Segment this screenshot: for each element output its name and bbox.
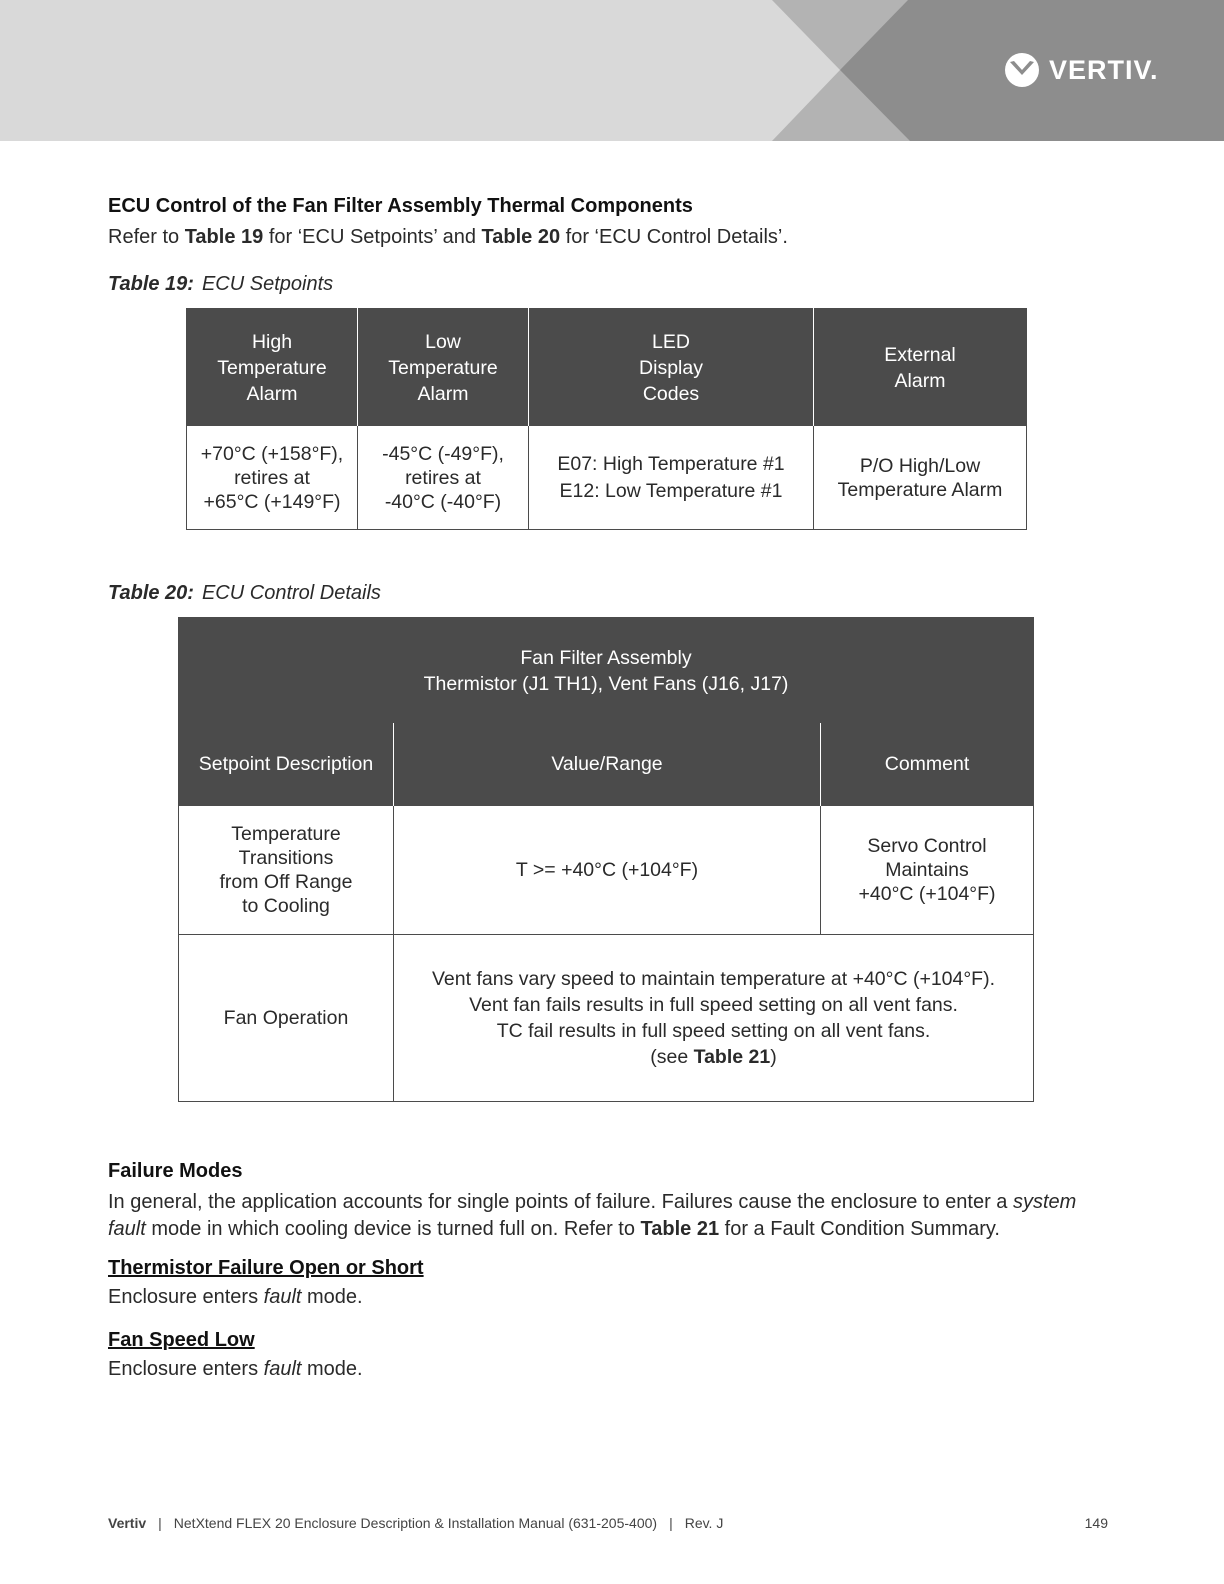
body-text: Enclosure enters — [108, 1358, 264, 1380]
header-line: Alarm — [417, 382, 469, 405]
cell-line: +40°C (+104°F) — [858, 883, 996, 905]
header-fan-filter-assembly — [179, 618, 1034, 724]
body-text-italic: fault — [263, 1286, 302, 1308]
header-line: Codes — [642, 382, 700, 405]
cell-line: Temperature Alarm — [837, 478, 1003, 501]
header-line: Fan Filter Assembly — [520, 646, 692, 669]
cell-line: TC fail results in full speed setting on all vent fans. — [496, 1020, 931, 1042]
caption-title: ECU Control Details — [201, 582, 381, 604]
table19-caption — [108, 273, 1118, 296]
cell-description: Fan Operation — [179, 935, 394, 1102]
cell-line: to Cooling — [242, 895, 330, 917]
header-line: High — [251, 330, 293, 353]
table-title-row — [179, 618, 1034, 724]
cell-line: Transitions — [238, 847, 334, 869]
cell-external-alarm — [814, 426, 1027, 530]
table20-caption — [108, 582, 1118, 605]
header-line: Display — [639, 356, 703, 379]
intro-text: for ‘ECU Setpoints’ and — [263, 226, 482, 248]
cell-value-range: T >= +40°C (+104°F) — [394, 806, 821, 935]
cell-led-codes — [529, 426, 814, 530]
ecu-control-details-table — [178, 617, 1034, 1102]
footer-brand: Vertiv — [108, 1515, 147, 1531]
fan-speed-low-title: Fan Speed Low — [108, 1329, 255, 1351]
cell-line: E12: Low Temperature #1 — [559, 479, 783, 502]
header-line: Alarm — [894, 369, 946, 392]
header-line: Alarm — [246, 382, 298, 405]
header-high-temp-alarm — [187, 309, 358, 427]
header-line: Temperature — [217, 356, 327, 379]
table-row — [179, 935, 1034, 1102]
failure-modes-title: Failure Modes — [108, 1160, 243, 1182]
body-text-italic: fault — [263, 1358, 302, 1380]
failure-text-italic: system fault — [108, 1191, 1077, 1240]
see-text: ) — [770, 1046, 777, 1068]
table20-link[interactable]: Table 20 — [481, 226, 561, 248]
failure-modes-text — [108, 1189, 1118, 1243]
vertiv-logo — [1003, 52, 1159, 88]
footer-divider: | — [158, 1515, 162, 1531]
cell-line: Servo Control — [867, 835, 987, 857]
cell-line: +70°C (+158°F), — [200, 442, 344, 465]
header-comment: Comment — [821, 723, 1034, 806]
cell-comment — [821, 806, 1034, 935]
table21-link[interactable]: Table 21 — [693, 1046, 771, 1068]
page-footer — [108, 1515, 1108, 1531]
header-low-temp-alarm — [358, 309, 529, 427]
body-text: mode. — [301, 1286, 363, 1308]
cell-line: P/O High/Low — [859, 454, 981, 477]
cell-line: +65°C (+149°F) — [203, 490, 341, 513]
header-line: Low — [425, 330, 461, 353]
footer-revision: Rev. J — [684, 1515, 724, 1531]
cell-line: retires at — [405, 466, 481, 489]
cell-description — [179, 806, 394, 935]
cell-line: retires at — [234, 466, 310, 489]
failure-text: for a Fault Condition Summary. — [719, 1218, 1000, 1240]
thermistor-failure-title: Thermistor Failure Open or Short — [108, 1257, 424, 1279]
body-text: Enclosure enters — [108, 1286, 264, 1308]
intro-text: Refer to — [108, 226, 185, 248]
caption-number: Table 20: — [108, 582, 194, 604]
vertiv-mark-icon — [1003, 52, 1041, 88]
cell-line: Vent fan fails results in full speed setting on all vent fans. — [469, 994, 958, 1016]
section-intro — [108, 224, 1118, 251]
section-title: ECU Control of the Fan Filter Assembly Thermal Components — [108, 195, 693, 217]
caption-number: Table 19: — [108, 273, 194, 295]
header-line: Temperature — [388, 356, 498, 379]
cell-low-temp — [358, 426, 529, 530]
intro-text: for ‘ECU Control Details’. — [560, 226, 788, 248]
cell-fan-operation-details — [394, 935, 1034, 1102]
header-line: External — [884, 343, 956, 366]
caption-title: ECU Setpoints — [201, 273, 334, 295]
failure-text: In general, the application accounts for single points of failure. Failures cause the enclosure to enter a — [108, 1191, 1013, 1213]
header-line: LED — [652, 330, 690, 353]
table-header-row — [179, 723, 1034, 806]
cell-high-temp — [187, 426, 358, 530]
ecu-setpoints-table — [186, 308, 1027, 530]
header-value-range: Value/Range — [394, 723, 821, 806]
header-led-display-codes — [529, 309, 814, 427]
page-number: 149 — [1084, 1515, 1108, 1531]
header-line: Thermistor (J1 TH1), Vent Fans (J16, J17) — [423, 672, 789, 695]
header-external-alarm — [814, 309, 1027, 427]
cell-line: Temperature — [231, 823, 341, 845]
cell-line: -45°C (-49°F), — [382, 442, 504, 465]
see-text: (see — [650, 1046, 694, 1068]
table19-link[interactable]: Table 19 — [184, 226, 264, 248]
footer-divider: | — [669, 1515, 673, 1531]
table-row — [187, 426, 1027, 530]
cell-line: from Off Range — [219, 871, 353, 893]
table21-link[interactable]: Table 21 — [640, 1218, 720, 1240]
table-row — [179, 806, 1034, 935]
cell-line: Vent fans vary speed to maintain temperature at +40°C (+104°F). — [432, 968, 995, 990]
footer-manual-title: NetXtend FLEX 20 Enclosure Description & Installation Manual (631-205-400) — [173, 1515, 658, 1531]
cell-line: -40°C (-40°F) — [384, 490, 502, 513]
fan-speed-low-text — [108, 1356, 1118, 1383]
header-setpoint-description: Setpoint Description — [179, 723, 394, 806]
cell-line: E07: High Temperature #1 — [557, 452, 785, 475]
thermistor-failure-text — [108, 1284, 1118, 1311]
failure-text: mode in which cooling device is turned full on. Refer to — [145, 1218, 641, 1240]
cell-line: Maintains — [885, 859, 969, 881]
table-header-row — [187, 309, 1027, 427]
header-band — [0, 0, 1224, 141]
page-content — [108, 195, 1118, 1383]
body-text: mode. — [301, 1358, 363, 1380]
cell-line — [402, 1044, 1025, 1070]
logo-text: VERTIV. — [1049, 54, 1159, 85]
